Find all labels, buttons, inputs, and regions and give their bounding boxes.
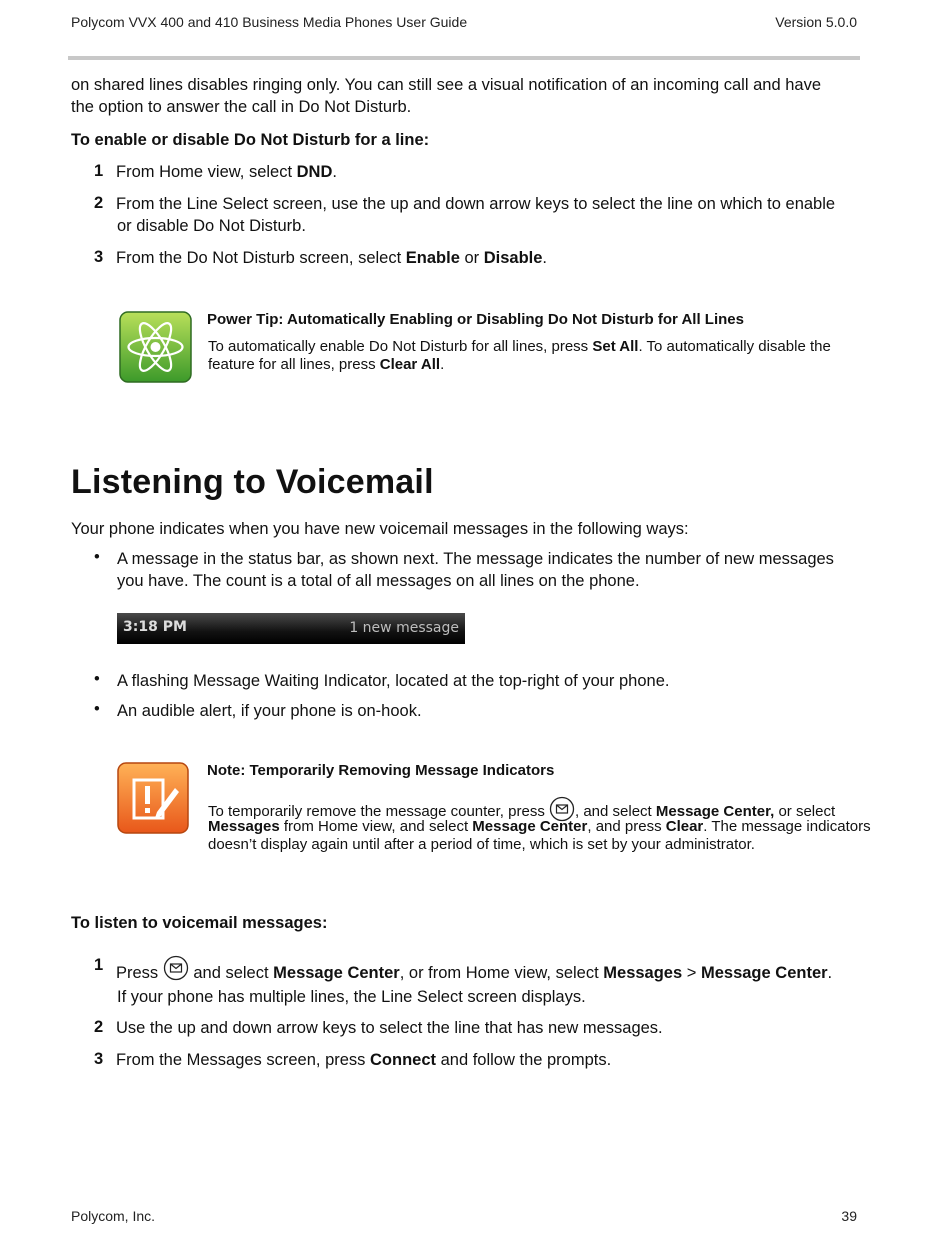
connect-label: Connect (370, 1051, 437, 1069)
text: Press (116, 964, 163, 982)
disable-label: Disable (483, 249, 543, 267)
bullet-2: A flashing Message Waiting Indicator, located at the top-right of your phone. (117, 672, 670, 690)
message-center-label: Message Center (472, 818, 588, 835)
listen-step-3-number: 3 (94, 1050, 104, 1068)
dnd-step-2-number: 2 (94, 194, 104, 212)
messages-label: Messages (603, 964, 683, 982)
voicemail-intro: Your phone indicates when you have new voicemail messages in the following ways: (71, 520, 689, 538)
footer-company: Polycom, Inc. (71, 1208, 156, 1224)
status-time: 3:18 PM (123, 619, 187, 635)
section-title: Listening to Voicemail (71, 463, 434, 501)
bullet-1-line-1: A message in the status bar, as shown next. The message indicates the number of new messages (117, 550, 834, 568)
dnd-step-3 (116, 247, 547, 269)
text: From the Do Not Disturb screen, select (116, 249, 406, 267)
bullet-marker: • (94, 548, 100, 566)
listen-step-3 (116, 1049, 611, 1071)
power-tip-line-1 (208, 338, 831, 356)
listen-heading: To listen to voicemail messages: (71, 914, 328, 932)
listen-step-2: Use the up and down arrow keys to select the line that has new messages. (116, 1019, 663, 1037)
message-center-label: Message Center (273, 964, 400, 982)
message-center-label: Message Center, (655, 803, 775, 820)
note-line-2 (208, 818, 871, 836)
listen-step-2-number: 2 (94, 1018, 104, 1036)
text: and follow the prompts. (436, 1051, 612, 1069)
dnd-step-1-number: 1 (94, 162, 104, 180)
clear-all-label: Clear All (379, 356, 441, 373)
dnd-step-2-line-2: or disable Do Not Disturb. (117, 217, 306, 235)
text: . (332, 163, 337, 181)
enable-label: Enable (405, 249, 460, 267)
dnd-heading: To enable or disable Do Not Disturb for a line: (71, 131, 430, 149)
page-number: 39 (841, 1208, 857, 1224)
text: From Home view, select (116, 163, 297, 181)
note-title: Note: Temporarily Removing Message Indicators (207, 762, 555, 779)
text: from Home view, and select (279, 818, 473, 835)
power-tip-title: Power Tip: Automatically Enabling or Disabling Do Not Disturb for All Lines (207, 311, 744, 328)
messages-key-icon (163, 955, 189, 987)
header-version: Version 5.0.0 (775, 14, 857, 30)
dnd-step-1 (116, 161, 337, 183)
bullet-marker: • (94, 670, 100, 688)
text: . (827, 964, 833, 982)
text: . (440, 356, 445, 373)
status-new-message: 1 new message (349, 620, 459, 636)
text: or select (774, 803, 836, 820)
text: . To automatically disable the (638, 338, 831, 355)
bullet-3: An audible alert, if your phone is on-hook. (117, 702, 422, 720)
header-divider (68, 56, 860, 60)
bullet-1-line-2: you have. The count is a total of all messages on all lines on the phone. (117, 572, 640, 590)
listen-step-1-sub: If your phone has multiple lines, the Line Select screen displays. (117, 988, 586, 1006)
dnd-step-3-number: 3 (94, 248, 104, 266)
text: , or from Home view, select (399, 964, 604, 982)
messages-label: Messages (208, 818, 280, 835)
atom-icon (119, 311, 192, 383)
text: , and select (575, 803, 656, 820)
text: and select (188, 964, 274, 982)
text: From the Messages screen, press (116, 1051, 371, 1069)
text: To temporarily remove the message counter, press (208, 803, 549, 820)
listen-step-1 (116, 955, 832, 987)
set-all-label: Set All (592, 338, 639, 355)
note-line-3: doesn’t display again until after a period of time, which is set by your administrator. (208, 836, 755, 853)
message-center-label: Message Center (700, 964, 828, 982)
clear-label: Clear (665, 818, 704, 835)
text: To automatically enable Do Not Disturb for all lines, press (208, 338, 593, 355)
bullet-marker: • (94, 700, 100, 718)
listen-step-1-number: 1 (94, 956, 104, 974)
power-tip-line-2 (208, 356, 444, 374)
text: or (459, 249, 484, 267)
text: . (542, 249, 548, 267)
text: feature for all lines, press (208, 356, 380, 373)
text: > (682, 964, 701, 982)
text: . The message indicators (703, 818, 871, 835)
dnd-step-2-line-1: From the Line Select screen, use the up and down arrow keys to select the line on which to enable (116, 195, 836, 213)
intro-line-1: on shared lines disables ringing only. You can still see a visual notification of an incoming call and have (71, 76, 821, 94)
status-bar-screenshot (117, 613, 465, 644)
intro-line-2: the option to answer the call in Do Not Disturb. (71, 98, 412, 116)
note-pencil-icon (117, 762, 189, 834)
dnd-key-label: DND (296, 163, 333, 181)
text: , and press (587, 818, 666, 835)
header-title: Polycom VVX 400 and 410 Business Media Phones User Guide (71, 14, 468, 30)
